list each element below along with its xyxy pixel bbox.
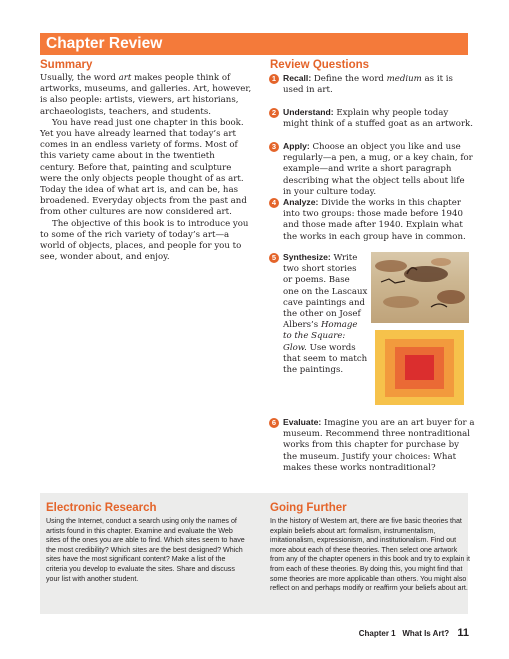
review-question-1: 1 Recall: Define the word medium as it is used in art. (270, 73, 475, 96)
going-further-heading: Going Further (270, 502, 347, 514)
question-number-badge: 5 (269, 253, 279, 263)
albers-homage-to-the-square-image (375, 330, 464, 405)
review-question-4: 4 Analyze: Divide the works in this chapter into two groups: those made before 1940 and those made after 1940. Explain what the works in each group have in common. (270, 197, 475, 243)
summary-paragraph-3: The objective of this book is to introduce you to some of the rich variety of today’s art—a world of objects, places, and people for you to see, wonder about, and enjoy. (40, 218, 249, 263)
albers-square-red-orange (395, 347, 444, 389)
review-question-5: 5 Synthesize: Write two short stories or poems. Base one on the Lascaux cave paintings and the other on Josef Albers’s Homage to the Square: Glow. Use words that seem to match the paintings. (270, 252, 368, 376)
question-number-badge: 2 (269, 108, 279, 118)
page-footer (359, 627, 469, 639)
summary-paragraph-2: You have read just one chapter in this book. Yet you have already learned that today’s art comes in an endless variety of forms. Most of this variety came about in the twentieth century. Before that, painting and sculpture were the only objects people thought of as art. Today the idea of what art is, and can be, has broadened. Everyday objects from the past and from other cultures are now considered art. (40, 117, 247, 218)
question-number-badge: 6 (269, 418, 279, 428)
albers-square-red (405, 355, 434, 380)
footer-chapter-title: What Is Art? (402, 629, 450, 638)
question-number-badge: 3 (269, 142, 279, 152)
review-question-2: 2 Understand: Explain why people today might think of a stuffed goat as an artwork. (270, 107, 475, 130)
footer-chapter: Chapter 1 (358, 629, 396, 638)
going-further-text: In the history of Western art, there are five basic theories that explain beliefs about art: formalism, instrumentalism, imitationalism, expressionism, and institutionalism. Find out more about each of these theories. Then select one artwork from any of the chapter openers in this book and try to explain it from each of these theories. By doing this, you might find that some theories are more applicable than others. You might also reflect on and perhaps modify or reaffirm your beliefs about art. (270, 517, 470, 593)
summary-heading: Summary (40, 59, 93, 71)
question-number-badge: 1 (269, 74, 279, 84)
summary-paragraph-1: Usually, the word art makes people think of artworks, museums, and galleries. Art, however, is also people: artists, viewers, art historians, archaeologists, teachers, and students. (40, 73, 252, 117)
lascaux-cave-painting-image (371, 252, 469, 323)
summary-text (40, 73, 252, 263)
chapter-review-banner: Chapter Review (40, 33, 468, 55)
page-number: 11 (457, 627, 469, 639)
review-question-6: 6 Evaluate: Imagine you are an art buyer for a museum. Recommend three nontraditional works from this chapter for purchase by the museum. Justify your choices: What makes these works nontraditional? (270, 417, 475, 474)
electronic-research-text: Using the Internet, conduct a search using only the names of artists found in this chapter. Examine and evaluate the Web sites of the ones you are able to find. Which sites seem to have the most credibility? Which sites are the best designed? Which sites have the most significant content? Make a list of the criteria you develop to evaluate the sites. Share and discuss your list with another student. (46, 517, 245, 583)
review-question-3: 3 Apply: Choose an object you like and use regularly—a pen, a mug, or a key chain, for example—and write a short paragraph describing what the object tells about life in your culture today. (270, 141, 475, 198)
albers-square-orange (385, 339, 454, 397)
question-number-badge: 4 (269, 198, 279, 208)
electronic-research-heading: Electronic Research (46, 502, 157, 514)
review-questions-heading: Review Questions (270, 59, 370, 71)
